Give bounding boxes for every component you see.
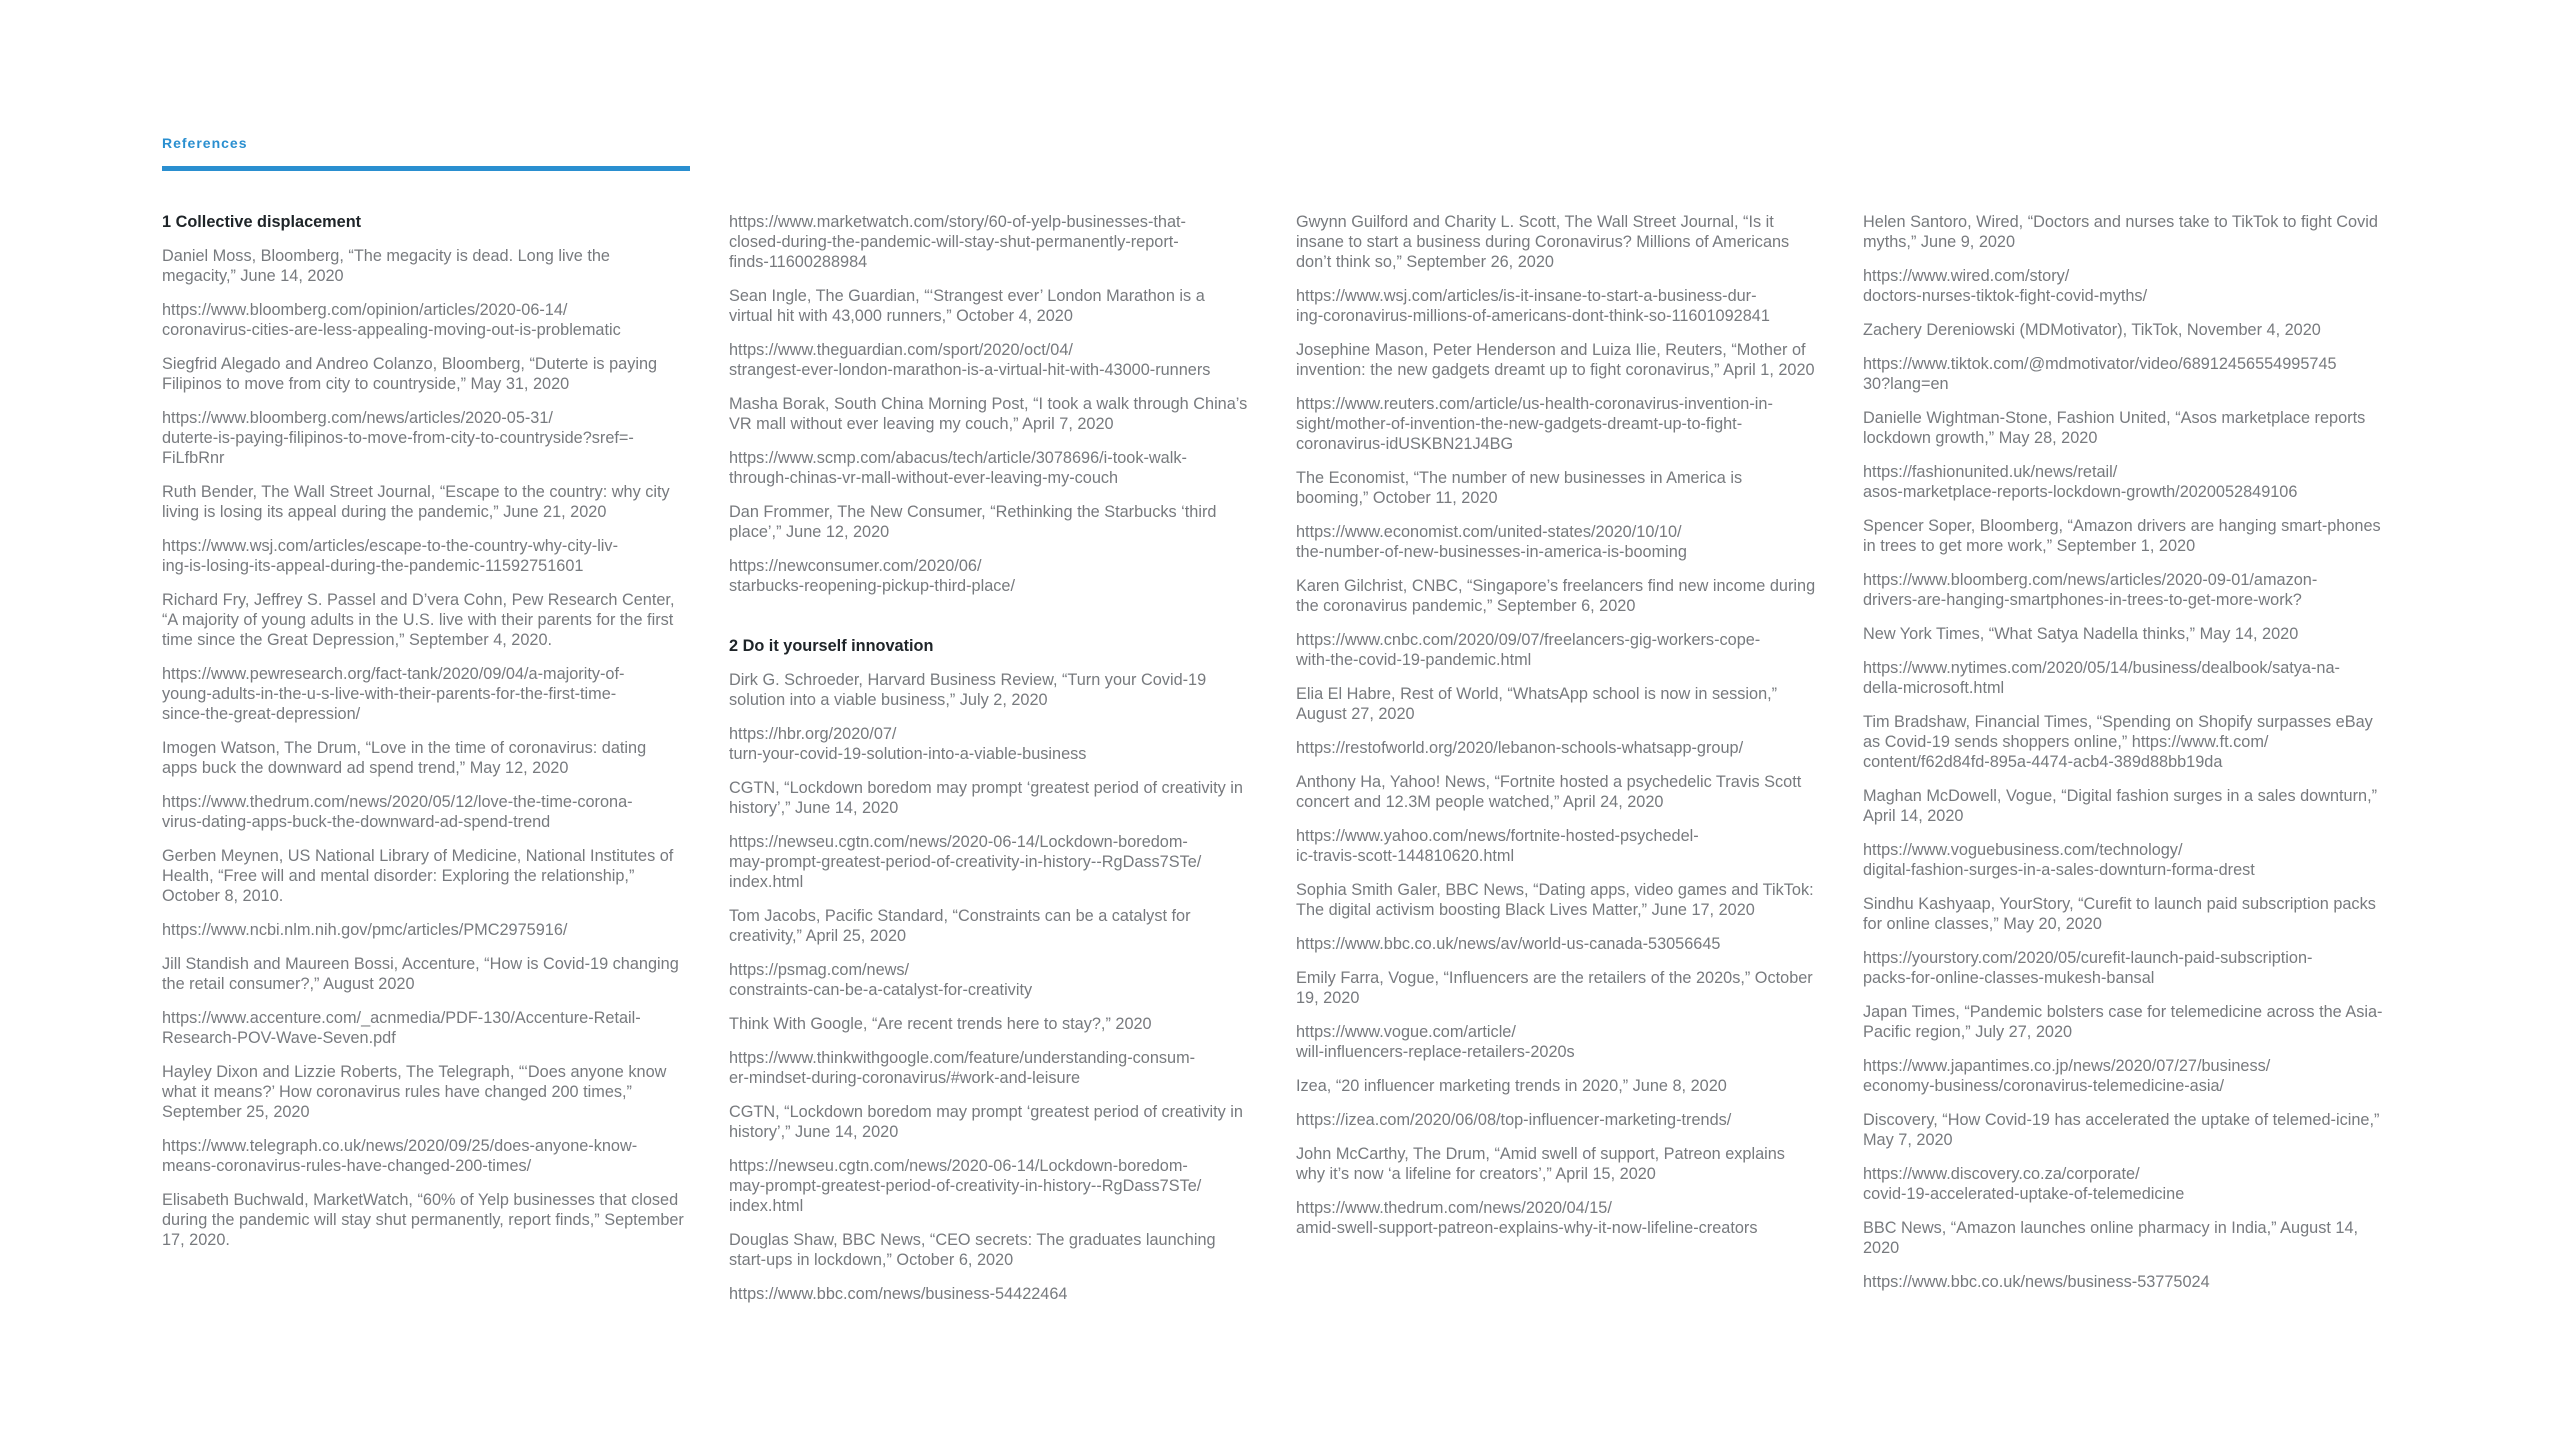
- reference-citation: Karen Gilchrist, CNBC, “Singapore’s freelancers find new income during the coronavirus pandemic,” September 6, 2020: [1296, 577, 1816, 615]
- reference-citation: Japan Times, “Pandemic bolsters case for telemedicine across the Asia-Pacific region,” July 27, 2020: [1863, 1003, 2383, 1041]
- reference-url[interactable]: https://hbr.org/2020/07/ turn-your-covid-19-solution-into-a-viable-business: [729, 725, 1087, 763]
- reference-citation: Maghan McDowell, Vogue, “Digital fashion surges in a sales downturn,” April 14, 2020: [1863, 787, 2378, 825]
- reference-url[interactable]: https://restofworld.org/2020/lebanon-schools-whatsapp-group/: [1296, 739, 1744, 757]
- reference-citation: Richard Fry, Jeffrey S. Passel and D’vera Cohn, Pew Research Center, “A majority of young adults in the U.S. live with their parents for the first time since the Great Depression,” September 4, 2020.: [162, 591, 675, 649]
- reference-citation: Izea, “20 influencer marketing trends in 2020,” June 8, 2020: [1296, 1077, 1727, 1095]
- reference-list: [1863, 212, 2385, 1292]
- reference-citation: CGTN, “Lockdown boredom may prompt ‘greatest period of creativity in history’,” June 14, 2020: [729, 1103, 1243, 1141]
- reference-citation: Anthony Ha, Yahoo! News, “Fortnite hosted a psychedelic Travis Scott concert and 12.3M people watched,” April 24, 2020: [1296, 773, 1802, 811]
- reference-url[interactable]: https://www.marketwatch.com/story/60-of-yelp-businesses-that- closed-during-the-pandemic-will-stay-shut-permanently-report- finds-11600288984: [729, 213, 1186, 271]
- reference-url[interactable]: https://newconsumer.com/2020/06/ starbucks-reopening-pickup-third-place/: [729, 557, 1015, 595]
- reference-citation: Danielle Wightman-Stone, Fashion United, “Asos marketplace reports lockdown growth,” May 28, 2020: [1863, 409, 2366, 447]
- reference-citation: John McCarthy, The Drum, “Amid swell of support, Patreon explains why it’s now ‘a lifeline for creators’,” April 15, 2020: [1296, 1145, 1785, 1183]
- reference-url[interactable]: https://newseu.cgtn.com/news/2020-06-14/Lockdown-boredom- may-prompt-greatest-period-of-creativity-in-history--RgDass7STe/ index.html: [729, 1157, 1202, 1215]
- reference-citation: Siegfrid Alegado and Andreo Colanzo, Bloomberg, “Duterte is paying Filipinos to move from city to countryside,” May 31, 2020: [162, 355, 658, 393]
- reference-url[interactable]: https://www.wsj.com/articles/is-it-insane-to-start-a-business-dur- ing-coronavirus-millions-of-americans-dont-think-so-11601092841: [1296, 287, 1770, 325]
- reference-url[interactable]: https://www.theguardian.com/sport/2020/oct/04/ strangest-ever-london-marathon-is-a-virtual-hit-with-43000-runners: [729, 341, 1211, 379]
- reference-citation: CGTN, “Lockdown boredom may prompt ‘greatest period of creativity in history’,” June 14, 2020: [729, 779, 1243, 817]
- reference-list: [729, 670, 1251, 1304]
- references-label: References: [162, 135, 248, 151]
- reference-citation: Emily Farra, Vogue, “Influencers are the retailers of the 2020s,” October 19, 2020: [1296, 969, 1813, 1007]
- reference-citation: BBC News, “Amazon launches online pharmacy in India,” August 14, 2020: [1863, 1219, 2359, 1257]
- reference-citation: Ruth Bender, The Wall Street Journal, “Escape to the country: why city living is losing its appeal during the pandemic,” June 21, 2020: [162, 483, 670, 521]
- references-column-4: [1863, 212, 2385, 1306]
- reference-url[interactable]: https://izea.com/2020/06/08/top-influencer-marketing-trends/: [1296, 1111, 1732, 1129]
- reference-url[interactable]: https://www.telegraph.co.uk/news/2020/09/25/does-anyone-know- means-coronavirus-rules-have-changed-200-times/: [162, 1137, 638, 1175]
- reference-url[interactable]: https://www.reuters.com/article/us-health-coronavirus-invention-in- sight/mother-of-invention-the-new-gadgets-dreamt-up-to-fight- coronavirus-idUSKBN21J4BG: [1296, 395, 1773, 453]
- reference-url[interactable]: https://www.bbc.co.uk/news/business-53775024: [1863, 1273, 2210, 1291]
- reference-citation: The Economist, “The number of new businesses in America is booming,” October 11, 2020: [1296, 469, 1743, 507]
- reference-url[interactable]: https://www.bloomberg.com/news/articles/2020-05-31/ duterte-is-paying-filipinos-to-move-from-city-to-countryside?sref=- FiLfbRnr: [162, 409, 634, 467]
- reference-citation: Jill Standish and Maureen Bossi, Accenture, “How is Covid-19 changing the retail consumer?,” August 2020: [162, 955, 679, 993]
- reference-url[interactable]: https://www.cnbc.com/2020/09/07/freelancers-gig-workers-cope- with-the-covid-19-pandemic.html: [1296, 631, 1761, 669]
- reference-list: [1296, 212, 1818, 1238]
- reference-citation: New York Times, “What Satya Nadella thinks,” May 14, 2020: [1863, 625, 2299, 643]
- reference-url[interactable]: https://www.thedrum.com/news/2020/05/12/love-the-time-corona- virus-dating-apps-buck-the-downward-ad-spend-trend: [162, 793, 633, 831]
- reference-citation: Douglas Shaw, BBC News, “CEO secrets: The graduates launching start-ups in lockdown,” October 6, 2020: [729, 1231, 1216, 1269]
- reference-url[interactable]: https://www.accenture.com/_acnmedia/PDF-130/Accenture-Retail- Research-POV-Wave-Seven.pdf: [162, 1009, 641, 1047]
- reference-citation: Gwynn Guilford and Charity L. Scott, The Wall Street Journal, “Is it insane to start a business during Coronavirus? Millions of Americans don’t think so,” September 26, 2020: [1296, 213, 1790, 271]
- reference-url[interactable]: https://www.ncbi.nlm.nih.gov/pmc/articles/PMC2975916/: [162, 921, 568, 939]
- reference-url[interactable]: https://www.scmp.com/abacus/tech/article/3078696/i-took-walk- through-chinas-vr-mall-without-ever-leaving-my-couch: [729, 449, 1187, 487]
- reference-url[interactable]: https://www.bbc.co.uk/news/av/world-us-canada-53056645: [1296, 935, 1721, 953]
- reference-url[interactable]: https://www.bbc.com/news/business-54422464: [729, 1285, 1068, 1303]
- reference-url[interactable]: https://psmag.com/news/ constraints-can-be-a-catalyst-for-creativity: [729, 961, 1033, 999]
- reference-citation: Daniel Moss, Bloomberg, “The megacity is dead. Long live the megacity,” June 14, 2020: [162, 247, 610, 285]
- reference-url[interactable]: https://www.wired.com/story/ doctors-nurses-tiktok-fight-covid-myths/: [1863, 267, 2148, 305]
- reference-citation: Tim Bradshaw, Financial Times, “Spending on Shopify surpasses eBay as Covid-19 sends shoppers online,” https://www.ft.com/ content/f62d84fd-895a-4474-acb4-389d88bb19da: [1863, 713, 2373, 771]
- reference-url[interactable]: https://yourstory.com/2020/05/curefit-launch-paid-subscription- packs-for-online-classes-mukesh-bansal: [1863, 949, 2313, 987]
- reference-citation: Josephine Mason, Peter Henderson and Luiza Ilie, Reuters, “Mother of invention: the new gadgets dreamt up to fight coronavirus,” April 1, 2020: [1296, 341, 1815, 379]
- section-title-collective-displacement: 1 Collective displacement: [162, 213, 362, 231]
- reference-citation: Sean Ingle, The Guardian, “‘Strangest ever’ London Marathon is a virtual hit with 43,000 runners,” October 4, 2020: [729, 287, 1205, 325]
- reference-citation: Discovery, “How Covid-19 has accelerated the uptake of telemed-icine,” May 7, 2020: [1863, 1111, 2380, 1149]
- reference-citation: Gerben Meynen, US National Library of Medicine, National Institutes of Health, “Free will and mental disorder: Exploring the relationship,” October 8, 2010.: [162, 847, 674, 905]
- references-column-3: [1296, 212, 1818, 1252]
- reference-url[interactable]: https://www.pewresearch.org/fact-tank/2020/09/04/a-majority-of- young-adults-in-the-u-s-live-with-their-parents-for-the-first-time- since-the-great-depression/: [162, 665, 625, 723]
- reference-citation: Think With Google, “Are recent trends here to stay?,” 2020: [729, 1015, 1152, 1033]
- reference-url[interactable]: https://www.japantimes.co.jp/news/2020/07/27/business/ economy-business/coronavirus-telemedicine-asia/: [1863, 1057, 2271, 1095]
- references-column-2: [729, 212, 1251, 1318]
- reference-citation: Spencer Soper, Bloomberg, “Amazon drivers are hanging smart-phones in trees to get more work,” September 1, 2020: [1863, 517, 2381, 555]
- reference-url[interactable]: https://www.nytimes.com/2020/05/14/business/dealbook/satya-na- della-microsoft.html: [1863, 659, 2340, 697]
- reference-url[interactable]: https://www.bloomberg.com/news/articles/2020-09-01/amazon- drivers-are-hanging-smartphones-in-trees-to-get-more-work?: [1863, 571, 2318, 609]
- reference-citation: Elisabeth Buchwald, MarketWatch, “60% of Yelp businesses that closed during the pandemic will stay shut permanently, report finds,” September 17, 2020.: [162, 1191, 684, 1249]
- reference-url[interactable]: https://www.bloomberg.com/opinion/articles/2020-06-14/ coronavirus-cities-are-less-appealing-moving-out-is-problematic: [162, 301, 621, 339]
- reference-citation: Sophia Smith Galer, BBC News, “Dating apps, video games and TikTok: The digital activism boosting Black Lives Matter,” June 17, 2020: [1296, 881, 1814, 919]
- reference-list: [729, 212, 1251, 596]
- reference-url[interactable]: https://www.voguebusiness.com/technology/ digital-fashion-surges-in-a-sales-downturn-forma-drest: [1863, 841, 2255, 879]
- reference-url[interactable]: https://www.wsj.com/articles/escape-to-the-country-why-city-liv- ing-is-losing-its-appeal-during-the-pandemic-11592751601: [162, 537, 618, 575]
- reference-citation: Elia El Habre, Rest of World, “WhatsApp school is now in session,” August 27, 2020: [1296, 685, 1778, 723]
- reference-url[interactable]: https://www.discovery.co.za/corporate/ covid-19-accelerated-uptake-of-telemedicine: [1863, 1165, 2185, 1203]
- reference-url[interactable]: https://www.economist.com/united-states/2020/10/10/ the-number-of-new-businesses-in-america-is-booming: [1296, 523, 1687, 561]
- reference-url[interactable]: https://newseu.cgtn.com/news/2020-06-14/Lockdown-boredom- may-prompt-greatest-period-of-creativity-in-history--RgDass7STe/ index.html: [729, 833, 1202, 891]
- reference-list: [162, 246, 684, 1250]
- reference-url[interactable]: https://www.thinkwithgoogle.com/feature/understanding-consum- er-mindset-during-coronavirus/#work-and-leisure: [729, 1049, 1196, 1087]
- header-rule: [162, 166, 690, 171]
- reference-citation: Dirk G. Schroeder, Harvard Business Review, “Turn your Covid-19 solution into a viable business,” July 2, 2020: [729, 671, 1207, 709]
- reference-citation: Sindhu Kashyaap, YourStory, “Curefit to launch paid subscription packs for online classes,” May 20, 2020: [1863, 895, 2376, 933]
- reference-citation: Zachery Dereniowski (MDMotivator), TikTok, November 4, 2020: [1863, 321, 2321, 339]
- section-title-diy-innovation: 2 Do it yourself innovation: [729, 637, 934, 655]
- reference-citation: Helen Santoro, Wired, “Doctors and nurses take to TikTok to fight Covid myths,” June 9, 2020: [1863, 213, 2378, 251]
- reference-citation: Dan Frommer, The New Consumer, “Rethinking the Starbucks ‘third place’,” June 12, 2020: [729, 503, 1217, 541]
- reference-url[interactable]: https://www.vogue.com/article/ will-influencers-replace-retailers-2020s: [1296, 1023, 1575, 1061]
- reference-citation: Tom Jacobs, Pacific Standard, “Constraints can be a catalyst for creativity,” April 25, 2020: [729, 907, 1191, 945]
- reference-url[interactable]: https://fashionunited.uk/news/retail/ asos-marketplace-reports-lockdown-growth/2020052849106: [1863, 463, 2298, 501]
- reference-citation: Masha Borak, South China Morning Post, “I took a walk through China’s VR mall without ever leaving my couch,” April 7, 2020: [729, 395, 1248, 433]
- reference-url[interactable]: https://www.tiktok.com/@mdmotivator/video/68912456554995745 30?lang=en: [1863, 355, 2337, 393]
- references-column-1: [162, 212, 684, 1264]
- reference-citation: Imogen Watson, The Drum, “Love in the time of coronavirus: dating apps buck the downward ad spend trend,” May 12, 2020: [162, 739, 647, 777]
- reference-url[interactable]: https://www.yahoo.com/news/fortnite-hosted-psychedel- ic-travis-scott-144810620.html: [1296, 827, 1699, 865]
- reference-url[interactable]: https://www.thedrum.com/news/2020/04/15/ amid-swell-support-patreon-explains-why-it-now-lifeline-creators: [1296, 1199, 1758, 1237]
- reference-citation: Hayley Dixon and Lizzie Roberts, The Telegraph, “‘Does anyone know what it means?’ How coronavirus rules have changed 200 times,” September 25, 2020: [162, 1063, 667, 1121]
